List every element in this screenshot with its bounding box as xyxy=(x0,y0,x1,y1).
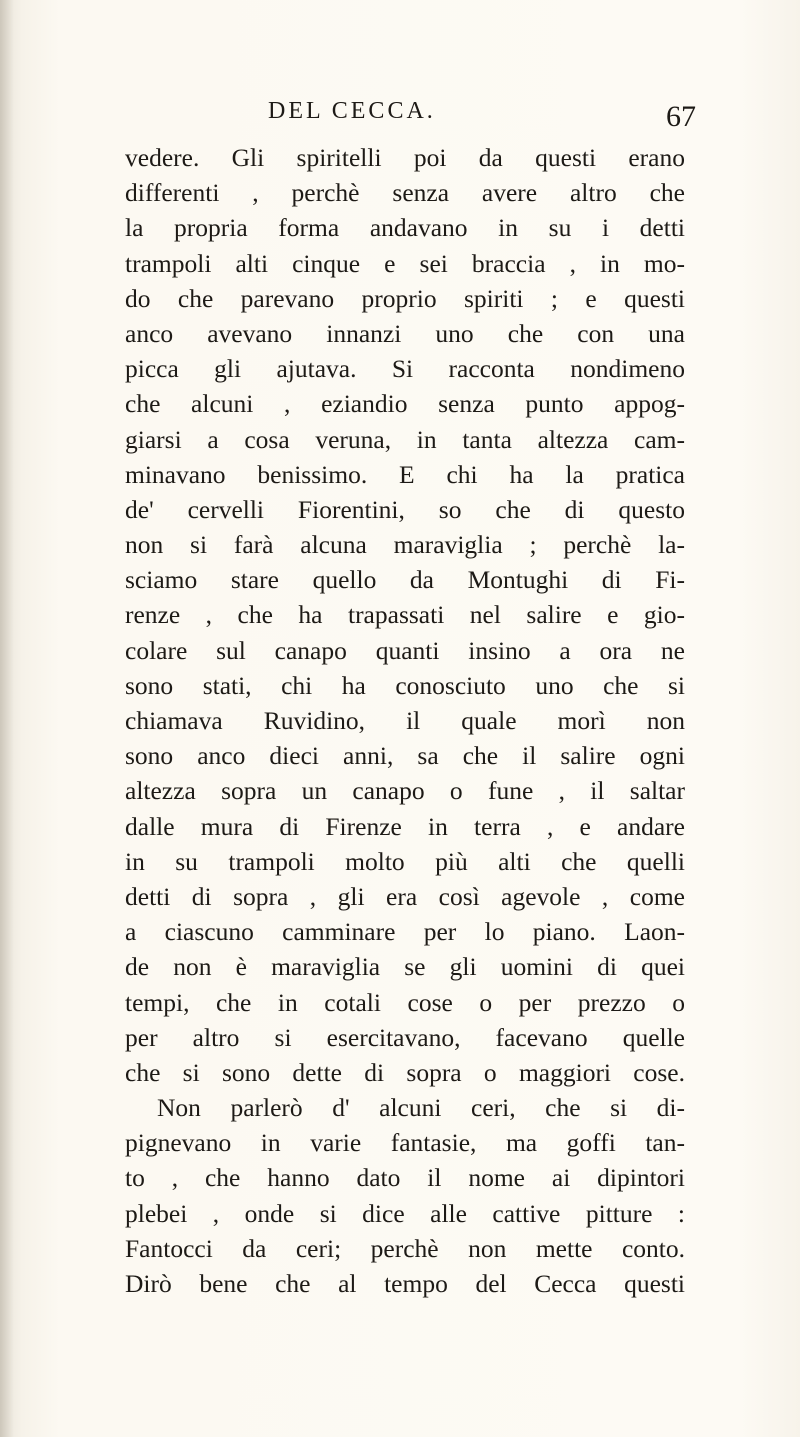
text-line: tempi, che in cotali cose o per prezzo o xyxy=(125,987,685,1017)
text-line: picca gli ajutava. Si racconta nondimeno xyxy=(125,354,685,384)
text-line: plebei , onde si dice alle cattive pitture : xyxy=(125,1198,685,1228)
text-line: vedere. Gli spiritelli poi da questi erano xyxy=(125,143,685,172)
text-line: trampoli alti cinque e sei braccia , in mo- xyxy=(125,248,685,278)
text-line: minavano benissimo. E chi ha la pratica xyxy=(125,459,685,489)
text-line: renze , che ha trapassati nel salire e gio- xyxy=(125,600,685,630)
binding-gutter xyxy=(0,0,14,1437)
text-line: giarsi a cosa veruna, in tanta altezza cam- xyxy=(125,424,685,454)
text-line: detti di sopra , gli era così agevole , come xyxy=(125,881,685,911)
text-line: Dirò bene che al tempo del Cecca questi xyxy=(125,1269,685,1298)
paragraph-start-line: Non parlerò d' alcuni ceri, che si di- xyxy=(157,1093,685,1123)
text-line: che alcuni , eziandio senza punto appog- xyxy=(125,389,685,419)
text-line: de non è maraviglia se gli uomini di quei xyxy=(125,952,685,982)
text-line: colare sul canapo quanti insino a ora ne xyxy=(125,635,685,665)
running-head: DEL CECCA. xyxy=(268,98,436,124)
text-line: che si sono dette di sopra o maggiori cose. xyxy=(125,1057,685,1087)
text-line: anco avevano innanzi uno che con una xyxy=(125,318,685,348)
text-line: per altro si esercitavano, facevano quelle xyxy=(125,1022,685,1052)
text-line: la propria forma andavano in su i detti xyxy=(125,213,685,243)
text-line: sono stati, chi ha conosciuto uno che si xyxy=(125,670,685,700)
body-text xyxy=(125,140,685,1301)
text-line: a ciascuno camminare per lo piano. Laon- xyxy=(125,917,685,947)
text-line: do che parevano proprio spiriti ; e questi xyxy=(125,283,685,313)
text-line: in su trampoli molto più alti che quelli xyxy=(125,846,685,876)
text-line: differenti , perchè senza avere altro che xyxy=(125,178,685,208)
page-number: 67 xyxy=(666,100,696,133)
text-line: altezza sopra un canapo o fune , il saltar xyxy=(125,776,685,806)
text-line: de' cervelli Fiorentini, so che di questo xyxy=(125,494,685,524)
text-line: sono anco dieci anni, sa che il salire ogni xyxy=(125,741,685,771)
text-line: pignevano in varie fantasie, ma goffi tan- xyxy=(125,1128,685,1158)
text-line: to , che hanno dato il nome ai dipintori xyxy=(125,1163,685,1193)
text-line: dalle mura di Firenze in terra , e andare xyxy=(125,811,685,841)
text-line: non si farà alcuna maraviglia ; perchè la- xyxy=(125,530,685,560)
text-line: sciamo stare quello da Montughi di Fi- xyxy=(125,565,685,595)
text-line: Fantocci da ceri; perchè non mette conto. xyxy=(125,1233,685,1263)
text-line: chiamava Ruvidino, il quale morì non xyxy=(125,706,685,735)
